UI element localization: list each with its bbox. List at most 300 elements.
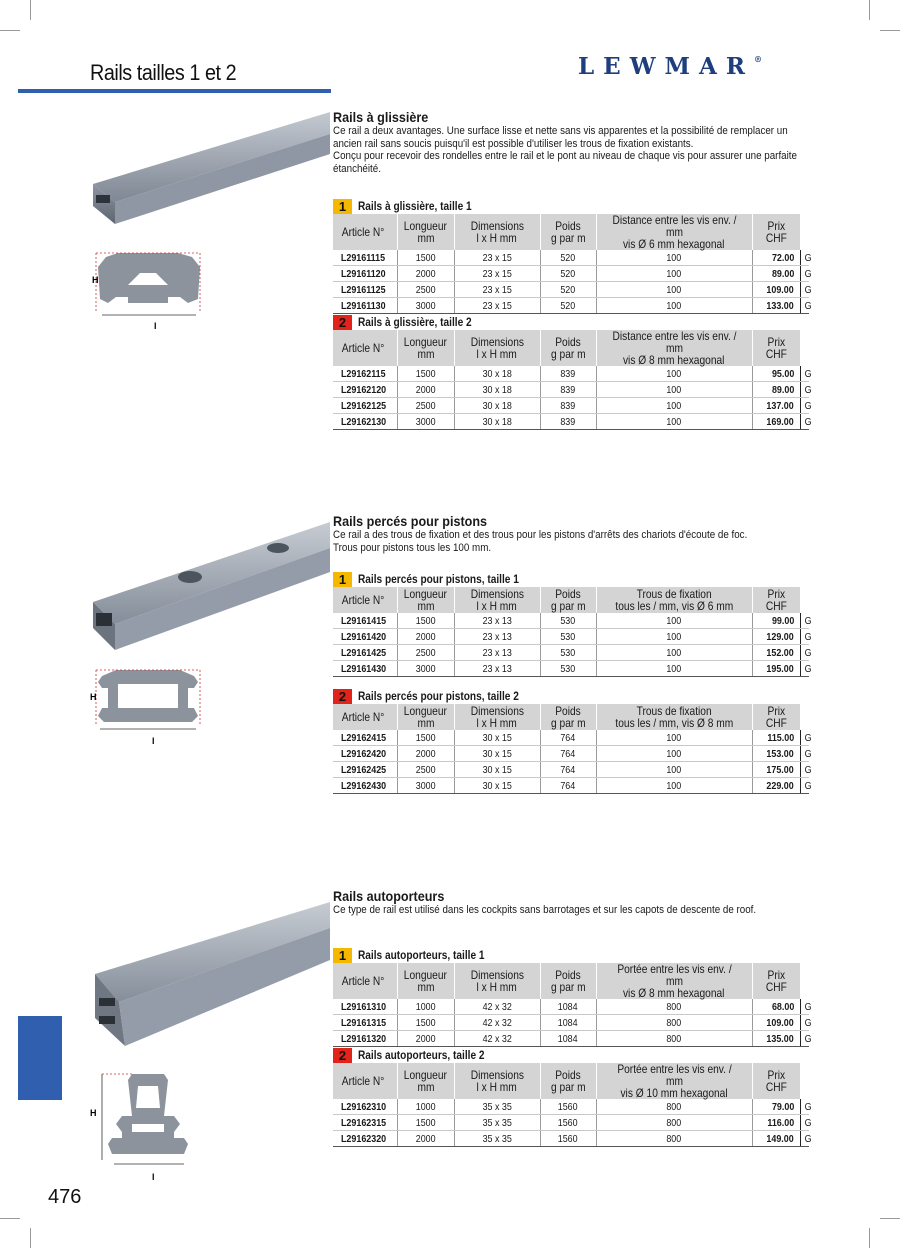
size-badge: 1 (333, 572, 352, 587)
cell-dimensions (454, 746, 540, 762)
table-row (333, 762, 809, 778)
cell-length (397, 282, 454, 298)
cell-code (800, 382, 812, 398)
col-length-l1: Longueur (403, 219, 448, 233)
col-weight-l2: g par m (550, 980, 586, 994)
cell-code-text: G (804, 747, 812, 760)
table-caption: Rails autoporteurs, taille 2 (358, 1049, 485, 1062)
col-price-l2: CHF (765, 716, 787, 730)
cell-article (333, 282, 397, 298)
cell-code (800, 398, 812, 414)
col-price-l2: CHF (765, 980, 787, 994)
cell-length (397, 730, 454, 746)
cell-dimensions-text: 30 x 15 (482, 779, 512, 792)
cell-dimensions (454, 414, 540, 430)
col-price (752, 1063, 800, 1099)
cell-length (397, 298, 454, 314)
cell-code-text: G (804, 662, 812, 675)
col-article-label: Article N° (341, 1074, 385, 1088)
col-article-label: Article N° (341, 974, 385, 988)
table-header-row (333, 704, 809, 730)
cell-length-text: 2500 (415, 399, 436, 412)
cell-article (333, 613, 397, 629)
cell-dimensions (454, 266, 540, 282)
cell-dimensions-text: 23 x 13 (482, 662, 512, 675)
cell-price (752, 282, 800, 298)
col-length-l2: mm (417, 231, 434, 245)
size-badge: 2 (333, 1048, 352, 1063)
cell-article-text: L29162425 (340, 763, 387, 776)
cell-dimensions (454, 250, 540, 266)
cell-dimensions-text: 30 x 18 (482, 399, 512, 412)
cell-article-text: L29161430 (340, 662, 387, 675)
cell-article (333, 730, 397, 746)
cell-weight-text: 520 (560, 299, 576, 312)
col-price-l2: CHF (765, 231, 787, 245)
col-weight (540, 704, 596, 730)
size-badge: 1 (333, 199, 352, 214)
table-row (333, 298, 809, 314)
col-dim-l1: Dimensions (470, 335, 524, 349)
cell-dimensions-text: 23 x 15 (482, 299, 512, 312)
col-dim-l2: l x H mm (476, 347, 518, 361)
cell-dimensions-text: 35 x 35 (482, 1116, 512, 1129)
cell-article (333, 778, 397, 794)
col-weight-l1: Poids (555, 219, 581, 233)
cell-code (800, 730, 812, 746)
cell-dimensions-text: 35 x 35 (482, 1100, 512, 1113)
cell-dimensions (454, 1099, 540, 1115)
col-dim-l1: Dimensions (470, 587, 524, 601)
cell-price (752, 613, 800, 629)
cell-weight (540, 298, 596, 314)
cell-spacing (596, 1131, 752, 1147)
col-article (333, 963, 397, 999)
col-spacing (596, 1063, 752, 1099)
col-weight (540, 587, 596, 613)
piston-rail-illustration (85, 516, 330, 656)
cell-spacing-text: 100 (666, 662, 682, 675)
cell-weight-text: 530 (560, 662, 576, 675)
cell-spacing-text: 800 (666, 1132, 682, 1145)
section-description-line: Ce type de rail est utilisé dans les cockpits sans barrotages et sur les capots de descente de roof. (333, 904, 757, 916)
col-spacing-l1: Portée entre les vis env. / mm (616, 1062, 732, 1088)
brand-mark: ® (753, 54, 762, 64)
cell-spacing-text: 100 (666, 747, 682, 760)
cell-price (752, 1115, 800, 1131)
cell-article-text: L29162320 (340, 1132, 387, 1145)
col-dimensions (454, 214, 540, 250)
table-row (333, 999, 809, 1015)
col-length-l2: mm (417, 716, 434, 730)
cell-price-text: 109.00 (766, 1016, 795, 1029)
cell-price-text: 195.00 (766, 662, 795, 675)
table-row (333, 266, 809, 282)
cell-article-text: L29162125 (340, 399, 387, 412)
cell-price (752, 762, 800, 778)
cell-spacing-text: 800 (666, 1000, 682, 1013)
col-weight (540, 330, 596, 366)
cell-dimensions (454, 1015, 540, 1031)
cell-spacing (596, 398, 752, 414)
cell-weight-text: 1084 (558, 1032, 578, 1045)
table-label (333, 199, 809, 214)
cell-article (333, 1131, 397, 1147)
cell-code (800, 250, 812, 266)
cell-length (397, 1099, 454, 1115)
cell-length (397, 613, 454, 629)
col-weight (540, 214, 596, 250)
cell-length-text: 2500 (415, 646, 436, 659)
dim-h-label: H (90, 1108, 97, 1118)
col-dim-l2: l x H mm (476, 980, 518, 994)
cell-price (752, 414, 800, 430)
cell-length-text: 1500 (415, 731, 436, 744)
col-price-l1: Prix (767, 587, 786, 601)
section-description-line: Trous pour pistons tous les 100 mm. (333, 541, 492, 554)
col-dimensions (454, 1063, 540, 1099)
table-label (333, 1048, 809, 1063)
cell-length (397, 629, 454, 645)
col-weight-l2: g par m (550, 599, 586, 613)
cell-code-text: G (804, 779, 812, 792)
cell-price (752, 298, 800, 314)
col-weight-l1: Poids (555, 1068, 581, 1082)
cell-code-text: G (804, 614, 812, 627)
col-weight-l2: g par m (550, 716, 586, 730)
cell-article (333, 999, 397, 1015)
selfsupporting-rail-profile-diagram (88, 1068, 208, 1183)
cell-spacing-text: 800 (666, 1016, 682, 1029)
cell-code (800, 1031, 812, 1047)
cell-code (800, 999, 812, 1015)
cell-length (397, 414, 454, 430)
cell-price-text: 68.00 (772, 1000, 795, 1013)
cell-weight (540, 366, 596, 382)
product-table (333, 1048, 812, 1147)
cell-code-text: G (804, 299, 812, 312)
col-article (333, 1063, 397, 1099)
cell-price (752, 629, 800, 645)
table-row (333, 1131, 809, 1147)
table-row (333, 282, 809, 298)
table-row (333, 366, 809, 382)
cell-dimensions (454, 1031, 540, 1047)
table-label (333, 948, 809, 963)
cell-weight-text: 839 (560, 383, 576, 396)
cell-spacing (596, 999, 752, 1015)
product-table (333, 315, 812, 430)
cell-spacing (596, 282, 752, 298)
selfsupporting-rail-illustration (85, 898, 330, 1048)
table-row (333, 730, 809, 746)
cell-code-text: G (804, 399, 812, 412)
cell-price (752, 1131, 800, 1147)
cell-spacing-text: 100 (666, 399, 682, 412)
cell-article-text: L29161315 (340, 1016, 387, 1029)
col-code (800, 587, 809, 613)
product-table (333, 199, 812, 314)
cell-spacing-text: 100 (666, 251, 682, 264)
brand-logo-text: LEWMAR (578, 53, 754, 80)
cell-weight-text: 1560 (558, 1116, 578, 1129)
page-number: 476 (48, 1186, 82, 1208)
cell-dimensions-text: 23 x 13 (482, 614, 512, 627)
table-label (333, 689, 809, 704)
cell-article-text: L29161320 (340, 1032, 387, 1045)
cell-weight (540, 661, 596, 677)
col-dimensions (454, 963, 540, 999)
cell-code (800, 1131, 812, 1147)
cell-price (752, 661, 800, 677)
cell-article (333, 382, 397, 398)
col-length-l2: mm (417, 347, 434, 361)
cell-dimensions (454, 1131, 540, 1147)
table-row (333, 250, 809, 266)
cell-spacing (596, 250, 752, 266)
title-rule (18, 89, 331, 93)
cell-article (333, 398, 397, 414)
dim-l-label: l (152, 1172, 155, 1182)
cell-spacing (596, 1099, 752, 1115)
cell-price-text: 137.00 (766, 399, 795, 412)
cell-price-text: 169.00 (766, 415, 795, 428)
cell-length (397, 382, 454, 398)
cell-length (397, 661, 454, 677)
cell-length-text: 1000 (415, 1000, 436, 1013)
cell-weight-text: 520 (560, 267, 576, 280)
cell-length (397, 746, 454, 762)
table-row (333, 1031, 809, 1047)
cell-length (397, 250, 454, 266)
cell-price (752, 382, 800, 398)
cell-length (397, 266, 454, 282)
col-code (800, 214, 809, 250)
table-row (333, 778, 809, 794)
col-spacing-l1: Trous de fixation (636, 587, 712, 601)
table-row (333, 629, 809, 645)
cell-price-text: 153.00 (766, 747, 795, 760)
table-row (333, 414, 809, 430)
table-row (333, 398, 809, 414)
cell-article-text: L29161310 (340, 1000, 387, 1013)
cell-code-text: G (804, 1116, 812, 1129)
section-selfsupporting-rails (333, 889, 813, 917)
cell-weight-text: 530 (560, 614, 576, 627)
cell-spacing (596, 298, 752, 314)
cell-code (800, 1099, 812, 1115)
cell-length-text: 1500 (415, 251, 436, 264)
table-row (333, 1115, 809, 1131)
col-spacing (596, 214, 752, 250)
cell-article (333, 1099, 397, 1115)
cell-weight-text: 530 (560, 646, 576, 659)
cell-code-text: G (804, 251, 812, 264)
cell-code (800, 266, 812, 282)
piston-rail-profile-diagram (88, 662, 208, 747)
cell-code (800, 778, 812, 794)
data-table (333, 704, 812, 794)
cell-weight-text: 1084 (558, 1000, 578, 1013)
col-spacing (596, 963, 752, 999)
cell-code (800, 629, 812, 645)
cell-price-text: 89.00 (772, 383, 795, 396)
cell-length-text: 2000 (415, 267, 436, 280)
cell-spacing (596, 1031, 752, 1047)
cell-weight (540, 778, 596, 794)
table-header-row (333, 330, 809, 366)
cell-article-text: L29162115 (340, 367, 386, 380)
cell-spacing-text: 100 (666, 763, 682, 776)
col-price (752, 963, 800, 999)
col-weight-l1: Poids (555, 968, 581, 982)
col-article (333, 704, 397, 730)
cell-dimensions (454, 645, 540, 661)
col-length-l1: Longueur (403, 704, 448, 718)
cell-length-text: 3000 (415, 779, 436, 792)
brand-logo (578, 53, 762, 80)
cell-code-text: G (804, 1100, 812, 1113)
cell-weight (540, 1031, 596, 1047)
cell-spacing-text: 100 (666, 299, 682, 312)
col-article-label: Article N° (341, 593, 385, 607)
cell-spacing-text: 100 (666, 415, 682, 428)
col-weight (540, 1063, 596, 1099)
col-spacing-l2: tous les / mm, vis Ø 6 mm (615, 599, 733, 613)
cell-dimensions (454, 730, 540, 746)
section-title: Rails autoporteurs (333, 888, 445, 904)
cell-price-text: 152.00 (766, 646, 795, 659)
cell-article (333, 661, 397, 677)
cell-price-text: 129.00 (766, 630, 795, 643)
section-title: Rails à glissière (333, 109, 429, 125)
cell-price (752, 645, 800, 661)
cell-weight (540, 629, 596, 645)
cell-code-text: G (804, 646, 812, 659)
col-length-l1: Longueur (403, 587, 448, 601)
cell-weight (540, 1015, 596, 1031)
col-price-l1: Prix (767, 968, 786, 982)
table-row (333, 382, 809, 398)
col-code (800, 704, 809, 730)
cell-article (333, 1031, 397, 1047)
glide-rail-profile-diagram (88, 245, 208, 330)
cell-spacing-text: 100 (666, 383, 682, 396)
col-dim-l2: l x H mm (476, 716, 518, 730)
col-length (397, 330, 454, 366)
table-header-row (333, 587, 809, 613)
cell-length (397, 645, 454, 661)
table-header-row (333, 1063, 809, 1099)
section-description-line: ancien rail sans soucis puisqu'il est possible d'utiliser les trous de fixation existants. (333, 137, 694, 150)
cell-length-text: 2000 (415, 630, 436, 643)
crop-mark (869, 1228, 870, 1248)
cell-weight (540, 1099, 596, 1115)
cell-spacing-text: 800 (666, 1032, 682, 1045)
col-price (752, 330, 800, 366)
cell-length (397, 1131, 454, 1147)
cell-price-text: 115.00 (767, 731, 795, 744)
col-price-l2: CHF (765, 347, 787, 361)
col-length (397, 963, 454, 999)
cell-dimensions-text: 23 x 13 (482, 646, 512, 659)
cell-length (397, 1115, 454, 1131)
table-row (333, 645, 809, 661)
cell-article (333, 1015, 397, 1031)
cell-weight (540, 282, 596, 298)
crop-mark (0, 1218, 20, 1219)
cell-length-text: 2000 (415, 747, 436, 760)
col-spacing-l2: tous les / mm, vis Ø 8 mm (615, 716, 733, 730)
col-length (397, 214, 454, 250)
col-price (752, 704, 800, 730)
cell-spacing (596, 645, 752, 661)
col-weight-l2: g par m (550, 231, 586, 245)
cell-code (800, 282, 812, 298)
product-table (333, 948, 812, 1047)
cell-dimensions-text: 30 x 15 (482, 747, 512, 760)
cell-price-text: 149.00 (766, 1132, 795, 1145)
col-weight-l2: g par m (550, 1080, 586, 1094)
product-table (333, 572, 812, 677)
cell-spacing (596, 1015, 752, 1031)
table-caption: Rails à glissière, taille 1 (358, 200, 472, 213)
cell-code-text: G (804, 415, 812, 428)
cell-weight (540, 250, 596, 266)
col-spacing-l2: vis Ø 8 mm hexagonal (623, 986, 725, 1000)
cell-price (752, 746, 800, 762)
col-article (333, 330, 397, 366)
cell-code (800, 762, 812, 778)
col-price (752, 587, 800, 613)
cell-spacing-text: 100 (666, 283, 682, 296)
page-title: Rails tailles 1 et 2 (90, 60, 237, 85)
cell-article (333, 250, 397, 266)
cell-weight-text: 1560 (558, 1132, 578, 1145)
cell-article-text: L29161130 (340, 299, 386, 312)
cell-spacing (596, 414, 752, 430)
cell-weight (540, 398, 596, 414)
dim-l-label: l (152, 736, 155, 746)
cell-dimensions (454, 778, 540, 794)
cell-spacing (596, 613, 752, 629)
col-length-l2: mm (417, 1080, 434, 1094)
col-length-l2: mm (417, 980, 434, 994)
cell-article-text: L29161415 (340, 614, 387, 627)
cell-price (752, 266, 800, 282)
cell-code-text: G (804, 283, 812, 296)
cell-code-text: G (804, 630, 812, 643)
cell-length (397, 778, 454, 794)
cell-article-text: L29162430 (340, 779, 387, 792)
crop-mark (880, 1218, 900, 1219)
size-badge: 1 (333, 948, 352, 963)
col-dim-l1: Dimensions (470, 1068, 524, 1082)
cell-article (333, 762, 397, 778)
cell-spacing (596, 730, 752, 746)
cell-code (800, 613, 812, 629)
cell-dimensions-text: 42 x 32 (482, 1000, 512, 1013)
cell-code (800, 366, 812, 382)
col-weight (540, 963, 596, 999)
cell-article-text: L29161125 (340, 283, 386, 296)
section-title: Rails percés pour pistons (333, 513, 488, 529)
cell-length-text: 3000 (415, 662, 436, 675)
cell-article-text: L29162315 (340, 1116, 387, 1129)
col-article-label: Article N° (341, 225, 385, 239)
col-price-l1: Prix (767, 219, 786, 233)
cell-price-text: 135.00 (766, 1032, 795, 1045)
